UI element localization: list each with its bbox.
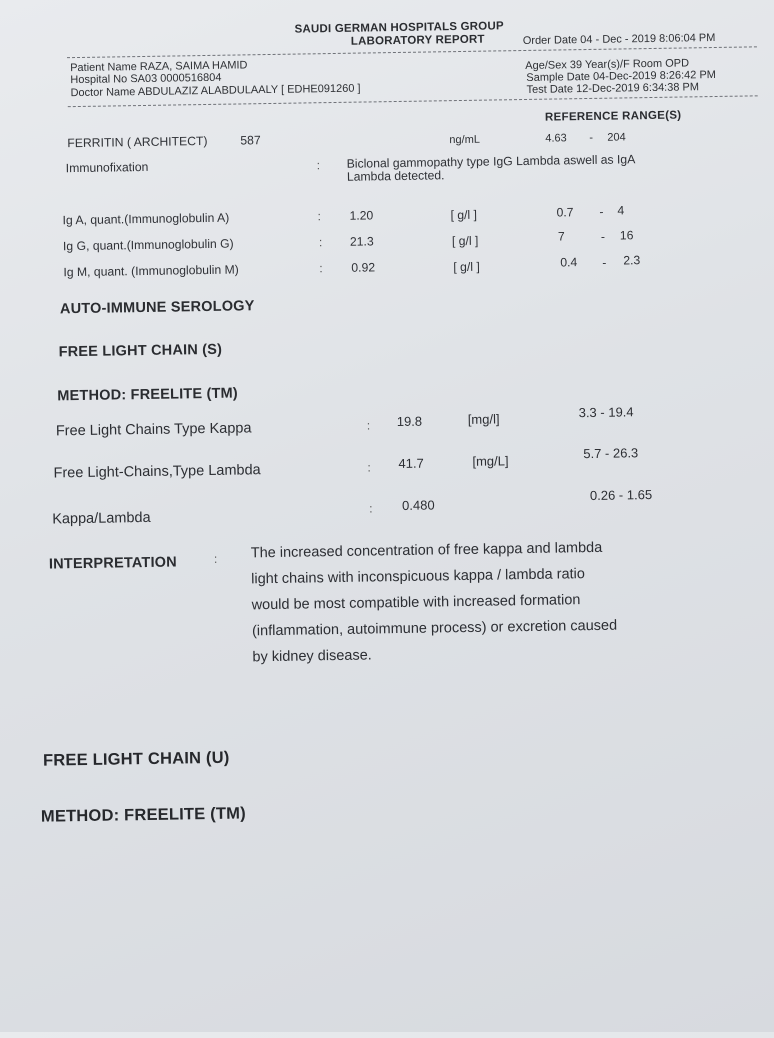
igm-value: 0.92 <box>351 260 376 275</box>
flc-kappa-value: 19.8 <box>396 413 423 430</box>
test-date: Test Date 12-Dec-2019 6:34:38 PM <box>526 81 700 96</box>
kappa-lambda-ratio-label: Kappa/Lambda <box>52 509 151 528</box>
flc-kappa-colon: : <box>366 418 371 433</box>
iga-colon: : <box>317 209 321 224</box>
flc-lambda-range: 5.7 - 26.3 <box>583 445 639 462</box>
igg-range-high: 16 <box>619 228 634 243</box>
report-title: LABORATORY REPORT <box>350 33 485 48</box>
interpretation-line: light chains with inconspicuous kappa / lambda ratio <box>251 566 586 588</box>
flc-kappa-range: 3.3 - 19.4 <box>578 404 634 421</box>
flc-lambda-label: Free Light-Chains,Type Lambda <box>53 462 261 482</box>
interpretation-label: INTERPRETATION <box>48 554 178 573</box>
method-freelite-urine-heading: METHOD: FREELITE (TM) <box>40 804 246 826</box>
igm-label: Ig M, quant. (Immunoglobulin M) <box>63 262 239 280</box>
reference-range-heading: REFERENCE RANGE(S) <box>544 109 682 124</box>
igm-colon: : <box>319 261 323 276</box>
iga-label: Ig A, quant.(Immunoglobulin A) <box>62 210 230 228</box>
hospital-group-name: SAUDI GERMAN HOSPITALS GROUP <box>294 20 504 36</box>
interpretation-colon: : <box>213 551 218 566</box>
iga-range-high: 4 <box>617 203 625 218</box>
interpretation-line: would be most compatible with increased formation <box>251 592 581 614</box>
kappa-lambda-ratio-colon: : <box>369 501 373 516</box>
igm-range-sep: - <box>602 255 607 270</box>
interpretation-line: (inflammation, autoimmune process) or excretion caused <box>251 617 618 640</box>
iga-unit: [ g/l ] <box>450 207 478 223</box>
ferritin-range-high: 204 <box>607 131 626 144</box>
flc-lambda-colon: : <box>367 460 371 475</box>
immunofixation-result-line-2: Lambda detected. <box>346 168 445 184</box>
doctor-name: Doctor Name ABDULAZIZ ALABDULAALY [ EDHE091260 ] <box>70 82 361 100</box>
igm-unit: [ g/l ] <box>453 259 480 275</box>
order-date: Order Date 04 - Dec - 2019 8:06:04 PM <box>522 31 716 48</box>
age-sex-room: Age/Sex 39 Year(s)/F Room OPD <box>525 57 690 72</box>
ferritin-range-sep: - <box>589 131 594 144</box>
kappa-lambda-ratio-range: 0.26 - 1.65 <box>589 487 653 504</box>
patient-name: Patient Name RAZA, SAIMA HAMID <box>70 59 248 75</box>
ferritin-value: 587 <box>240 133 261 148</box>
iga-value: 1.20 <box>349 208 374 223</box>
igg-colon: : <box>318 235 323 250</box>
free-light-chain-serum-heading: FREE LIGHT CHAIN (S) <box>58 341 223 361</box>
header-divider-top <box>67 46 757 58</box>
ferritin-unit: ng/mL <box>449 133 481 147</box>
iga-range-low: 0.7 <box>556 205 574 220</box>
flc-lambda-unit: [mg/L] <box>472 453 509 469</box>
immunofixation-result-line-1: Biclonal gammopathy type IgG Lambda aswell as IgA <box>346 152 636 171</box>
method-freelite-serum-heading: METHOD: FREELITE (TM) <box>57 385 239 405</box>
immunofixation-label: Immunofixation <box>65 159 149 176</box>
flc-lambda-value: 41.7 <box>398 455 424 472</box>
ferritin-label: FERRITIN ( ARCHITECT) <box>67 133 208 151</box>
immunofixation-colon: : <box>316 158 321 173</box>
interpretation-line: by kidney disease. <box>252 647 372 666</box>
flc-kappa-label: Free Light Chains Type Kappa <box>55 420 252 440</box>
igg-value: 21.3 <box>349 234 374 249</box>
interpretation-line: The increased concentration of free kappa and lambda <box>250 539 603 562</box>
igg-range-low: 7 <box>557 229 565 244</box>
igm-range-high: 2.3 <box>623 253 641 268</box>
kappa-lambda-ratio-value: 0.480 <box>401 497 435 513</box>
igg-range-sep: - <box>600 229 606 244</box>
sample-date: Sample Date 04-Dec-2019 8:26:42 PM <box>526 68 717 84</box>
iga-range-sep: - <box>599 204 604 219</box>
free-light-chain-urine-heading: FREE LIGHT CHAIN (U) <box>42 748 230 770</box>
igg-label: Ig G, quant.(Immunoglobulin G) <box>62 236 234 254</box>
ferritin-range-low: 4.63 <box>545 132 567 145</box>
flc-kappa-unit: [mg/l] <box>467 411 500 427</box>
igg-unit: [ g/l ] <box>451 233 479 249</box>
auto-immune-serology-heading: AUTO-IMMUNE SEROLOGY <box>59 298 255 318</box>
igm-range-low: 0.4 <box>560 255 578 270</box>
hospital-number: Hospital No SA03 0000516804 <box>70 71 222 87</box>
